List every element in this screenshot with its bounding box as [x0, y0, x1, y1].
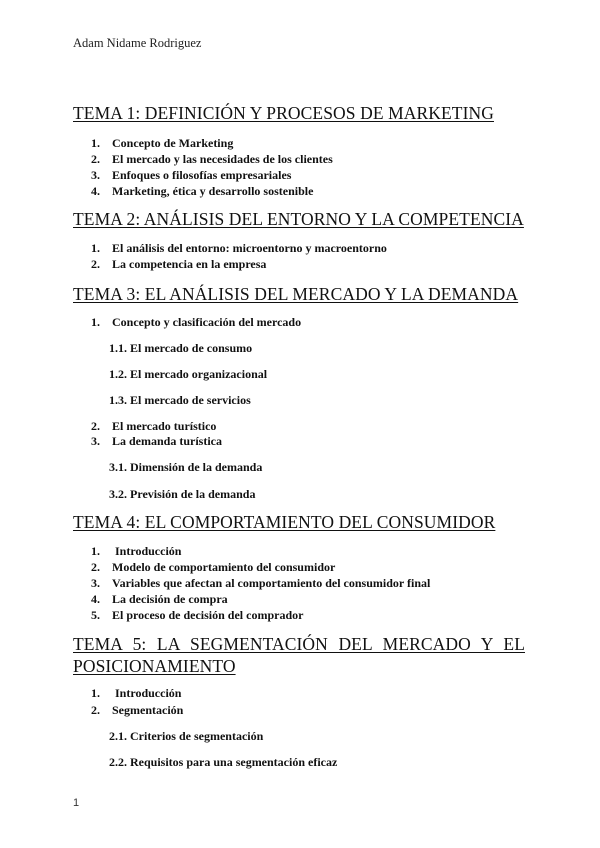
sub-list-item: 2.2. Requisitos para una segmentación eficaz — [109, 755, 338, 769]
list-item: 1. El análisis del entorno: microentorno y macroentorno — [91, 241, 387, 255]
list-item: 5. El proceso de decisión del comprador — [91, 608, 304, 622]
tema-2-heading: TEMA 2: ANÁLISIS DEL ENTORNO Y LA COMPETENCIA — [73, 209, 524, 229]
list-item: 4. Marketing, ética y desarrollo sostenible — [91, 184, 314, 198]
list-item: 1. Introducción — [91, 544, 182, 558]
sub-list-item: 2.1. Criterios de segmentación — [109, 729, 264, 743]
sub-list-item: 1.3. El mercado de servicios — [109, 393, 251, 407]
list-item: 2. El mercado y las necesidades de los clientes — [91, 152, 333, 166]
list-item: 2. El mercado turístico — [91, 419, 217, 433]
list-item: 3. La demanda turística — [91, 434, 223, 448]
list-item: 1. Concepto y clasificación del mercado — [91, 315, 302, 329]
list-item: 3. Enfoques o filosofías empresariales — [91, 168, 292, 182]
sub-list-item: 1.2. El mercado organizacional — [109, 367, 268, 381]
list-item: 2. Modelo de comportamiento del consumidor — [91, 560, 336, 574]
tema-4-heading: TEMA 4: EL COMPORTAMIENTO DEL CONSUMIDOR — [73, 512, 496, 532]
author-name: Adam Nidame Rodriguez — [73, 36, 202, 50]
list-item: 2. Segmentación — [91, 703, 184, 717]
tema-1-heading: TEMA 1: DEFINICIÓN Y PROCESOS DE MARKETING — [73, 103, 494, 123]
tema-3-heading: TEMA 3: EL ANÁLISIS DEL MERCADO Y LA DEMANDA — [73, 284, 519, 304]
list-item: 1. Concepto de Marketing — [91, 136, 234, 150]
list-item: 1. Introducción — [91, 686, 182, 700]
sub-list-item: 3.1. Dimensión de la demanda — [109, 460, 263, 474]
tema-5-heading: TEMA 5: LA SEGMENTACIÓN DEL MERCADO Y EL POSICIONAMIENTO — [73, 634, 525, 676]
list-item: 2. La competencia en la empresa — [91, 257, 267, 271]
page-number: 1 — [73, 797, 80, 809]
list-item: 3. Variables que afectan al comportamiento del consumidor final — [91, 576, 431, 590]
list-item: 4. La decisión de compra — [91, 592, 228, 606]
sub-list-item: 1.1. El mercado de consumo — [109, 341, 253, 355]
sub-list-item: 3.2. Previsión de la demanda — [109, 487, 256, 501]
